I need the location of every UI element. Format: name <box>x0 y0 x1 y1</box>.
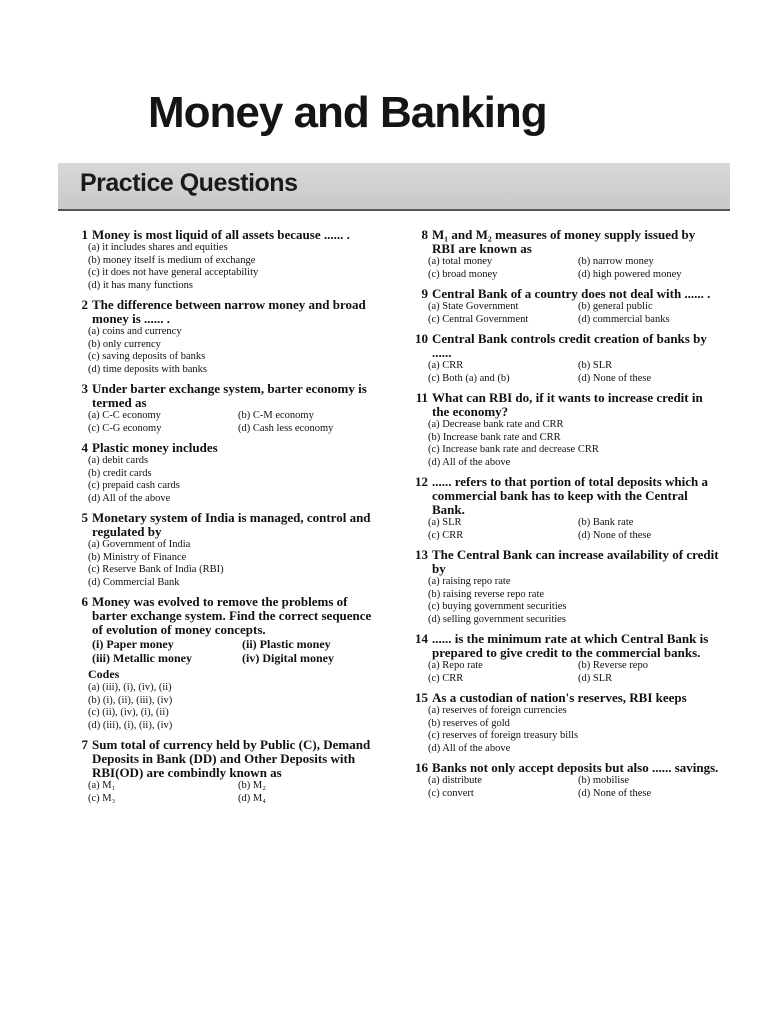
question-header <box>70 382 380 410</box>
question-number: 8 <box>421 227 428 242</box>
answer-option: (d) All of the above <box>428 742 511 754</box>
answer-option: (d) selling government securities <box>428 613 566 625</box>
question-header <box>410 391 720 419</box>
question-header <box>410 228 720 256</box>
answer-option: (d) commercial banks <box>578 313 670 325</box>
answer-options <box>428 775 720 800</box>
question-item <box>70 595 380 732</box>
answer-option: (a) raising repo rate <box>428 576 511 587</box>
question-number: 16 <box>415 760 428 775</box>
question-header <box>70 738 380 780</box>
answer-option: (c) Increase bank rate and decrease CRR <box>428 444 599 455</box>
question-number: 9 <box>421 286 428 301</box>
answer-option: (b) money itself is medium of exchange <box>88 254 256 266</box>
answer-option: (a) M₁ <box>88 780 116 791</box>
question-item <box>70 738 380 805</box>
answer-option: (c) CRR <box>428 672 464 684</box>
question-number: 6 <box>81 594 88 609</box>
answer-option: (c) it does not have general acceptability <box>88 267 259 278</box>
answer-option: (a) (iii), (i), (iv), (ii) <box>88 682 172 693</box>
question-header <box>70 595 380 637</box>
answer-option: (a) Decrease bank rate and CRR <box>428 419 564 430</box>
answer-option: (a) CRR <box>428 360 464 371</box>
question-text: Money is most liquid of all assets because ...... . <box>92 227 350 242</box>
sequence-item: (iii) Metallic money <box>92 651 192 665</box>
question-number: 13 <box>415 547 428 562</box>
question-item <box>410 391 720 469</box>
answer-options <box>88 326 380 376</box>
answer-options <box>88 242 380 292</box>
question-item <box>410 548 720 626</box>
question-text: ...... is the minimum rate at which Central Bank is prepared to give credit to the commercial banks. <box>432 631 709 660</box>
answer-option: (b) general public <box>578 301 653 312</box>
question-number: 4 <box>81 440 88 455</box>
section-banner <box>58 163 730 211</box>
question-header <box>410 548 720 576</box>
answer-option: (c) Reserve Bank of India (RBI) <box>88 564 224 575</box>
answer-option: (a) distribute <box>428 775 482 786</box>
question-text: Under barter exchange system, barter economy is termed as <box>92 381 367 410</box>
question-item <box>410 475 720 542</box>
answer-option: (a) Government of India <box>88 539 191 550</box>
answer-option: (c) C-G economy <box>88 422 162 434</box>
answer-option: (a) debit cards <box>88 455 149 466</box>
question-text: M₁ and M₂ measures of money supply issued by RBI are known as <box>432 227 696 256</box>
answer-option: (d) All of the above <box>88 492 171 504</box>
answer-option: (c) (ii), (iv), (i), (ii) <box>88 707 169 718</box>
question-item <box>70 298 380 376</box>
question-item <box>70 511 380 589</box>
question-header <box>70 298 380 326</box>
question-text: Sum total of currency held by Public (C), Demand Deposits in Bank (DD) and Other Deposits with RBI(OD) are combindly known as <box>92 737 371 780</box>
answer-option: (d) SLR <box>578 672 613 684</box>
answer-option: (d) M₄ <box>238 792 266 804</box>
question-item <box>410 691 720 755</box>
answer-option: (b) (i), (ii), (iii), (iv) <box>88 694 173 706</box>
question-number: 12 <box>415 474 428 489</box>
question-number: 15 <box>415 690 428 705</box>
answer-option: (d) (iii), (i), (ii), (iv) <box>88 719 173 731</box>
question-header <box>410 287 720 301</box>
answer-option: (c) Both (a) and (b) <box>428 372 510 384</box>
question-text: Banks not only accept deposits but also ...... savings. <box>432 760 719 775</box>
question-number: 2 <box>81 297 88 312</box>
question-number: 1 <box>81 227 88 242</box>
question-number: 5 <box>81 510 88 525</box>
answer-option: (d) high powered money <box>578 268 682 280</box>
answer-option: (b) Ministry of Finance <box>88 551 187 563</box>
answer-options <box>428 517 720 542</box>
question-item <box>70 441 380 505</box>
question-header <box>70 441 380 455</box>
answer-options <box>428 660 720 685</box>
answer-option: (b) raising reverse repo rate <box>428 588 545 600</box>
answer-option: (d) time deposits with banks <box>88 363 207 375</box>
question-text: The Central Bank can increase availability of credit by <box>432 547 719 576</box>
question-text: Central Bank of a country does not deal with ...... . <box>432 286 711 301</box>
answer-options <box>88 410 380 435</box>
answer-option: (d) None of these <box>578 529 652 541</box>
answer-option: (a) SLR <box>428 517 462 528</box>
question-number: 3 <box>81 381 88 396</box>
sequence-item: (iv) Digital money <box>242 651 334 665</box>
question-item <box>410 332 720 385</box>
question-header <box>410 761 720 775</box>
answer-option: (a) reserves of foreign currencies <box>428 705 567 716</box>
question-item <box>410 228 720 281</box>
answer-options <box>88 682 380 732</box>
answer-option: (b) C-M economy <box>238 410 314 421</box>
answer-options <box>428 301 720 326</box>
sequence-item: (ii) Plastic money <box>242 637 331 651</box>
section-heading: Practice Questions <box>80 169 298 197</box>
question-text: What can RBI do, if it wants to increase credit in the economy? <box>432 390 703 419</box>
question-item <box>70 382 380 435</box>
codes-label: Codes <box>88 667 120 681</box>
answer-options <box>428 256 720 281</box>
answer-option: (b) only currency <box>88 338 161 350</box>
question-number: 11 <box>415 390 428 405</box>
answer-options <box>88 455 380 505</box>
question-header <box>70 228 380 242</box>
answer-options <box>428 419 720 469</box>
page-title: Money and Banking <box>148 88 547 137</box>
answer-option: (a) State Government <box>428 301 519 312</box>
answer-option: (d) All of the above <box>428 456 511 468</box>
answer-option: (b) narrow money <box>578 256 654 267</box>
answer-option: (c) prepaid cash cards <box>88 480 180 491</box>
question-number: 14 <box>415 631 428 646</box>
answer-option: (c) M₃ <box>88 792 116 804</box>
answer-option: (c) CRR <box>428 529 464 541</box>
answer-option: (b) mobilise <box>578 775 630 786</box>
answer-option: (c) convert <box>428 787 474 799</box>
question-item <box>410 761 720 800</box>
question-header <box>410 691 720 705</box>
question-text: Central Bank controls credit creation of banks by ...... <box>432 331 707 360</box>
answer-options <box>88 780 380 805</box>
answer-option: (b) Increase bank rate and CRR <box>428 431 561 443</box>
answer-option: (c) broad money <box>428 268 498 280</box>
question-text: Money was evolved to remove the problems of barter exchange system. Find the correct sequence of evolution of money concepts. <box>92 594 372 637</box>
answer-option: (a) C-C economy <box>88 410 161 421</box>
answer-option: (a) it includes shares and equities <box>88 242 228 253</box>
answer-option: (a) coins and currency <box>88 326 182 337</box>
answer-option: (d) it has many functions <box>88 279 193 291</box>
answer-option: (b) Bank rate <box>578 517 634 528</box>
question-item <box>70 228 380 292</box>
question-text: The difference between narrow money and broad money is ...... . <box>92 297 366 326</box>
answer-option: (a) Repo rate <box>428 660 483 671</box>
sequence-item: (i) Paper money <box>92 637 174 651</box>
answer-option: (d) Cash less economy <box>238 422 334 434</box>
answer-option: (b) reserves of gold <box>428 717 510 729</box>
answer-option: (d) None of these <box>578 787 652 799</box>
question-text: ...... refers to that portion of total deposits which a commercial bank has to keep with the Central Bank. <box>432 474 708 517</box>
right-column <box>410 228 720 806</box>
question-number: 7 <box>81 737 88 752</box>
question-item <box>410 287 720 326</box>
question-text: Plastic money includes <box>92 440 218 455</box>
question-text: As a custodian of nation's reserves, RBI keeps <box>432 690 687 705</box>
question-header <box>410 475 720 517</box>
answer-option: (b) M₂ <box>238 780 266 791</box>
answer-option: (d) None of these <box>578 372 652 384</box>
question-text: Monetary system of India is managed, control and regulated by <box>92 510 371 539</box>
question-header <box>410 332 720 360</box>
answer-option: (a) total money <box>428 256 493 267</box>
answer-option: (c) Central Government <box>428 313 529 325</box>
answer-options <box>88 539 380 589</box>
answer-option: (c) reserves of foreign treasury bills <box>428 730 579 741</box>
question-header <box>70 511 380 539</box>
sequence-items <box>92 637 380 665</box>
answer-option: (c) buying government securities <box>428 601 567 612</box>
answer-option: (c) saving deposits of banks <box>88 351 206 362</box>
answer-options <box>428 576 720 626</box>
answer-option: (b) Reverse repo <box>578 660 648 671</box>
question-item <box>410 632 720 685</box>
question-header <box>410 632 720 660</box>
question-number: 10 <box>415 331 428 346</box>
answer-options <box>428 705 720 755</box>
left-column <box>70 228 380 811</box>
answer-option: (b) credit cards <box>88 467 152 479</box>
answer-option: (b) SLR <box>578 360 613 371</box>
answer-option: (d) Commercial Bank <box>88 576 180 588</box>
answer-options <box>428 360 720 385</box>
